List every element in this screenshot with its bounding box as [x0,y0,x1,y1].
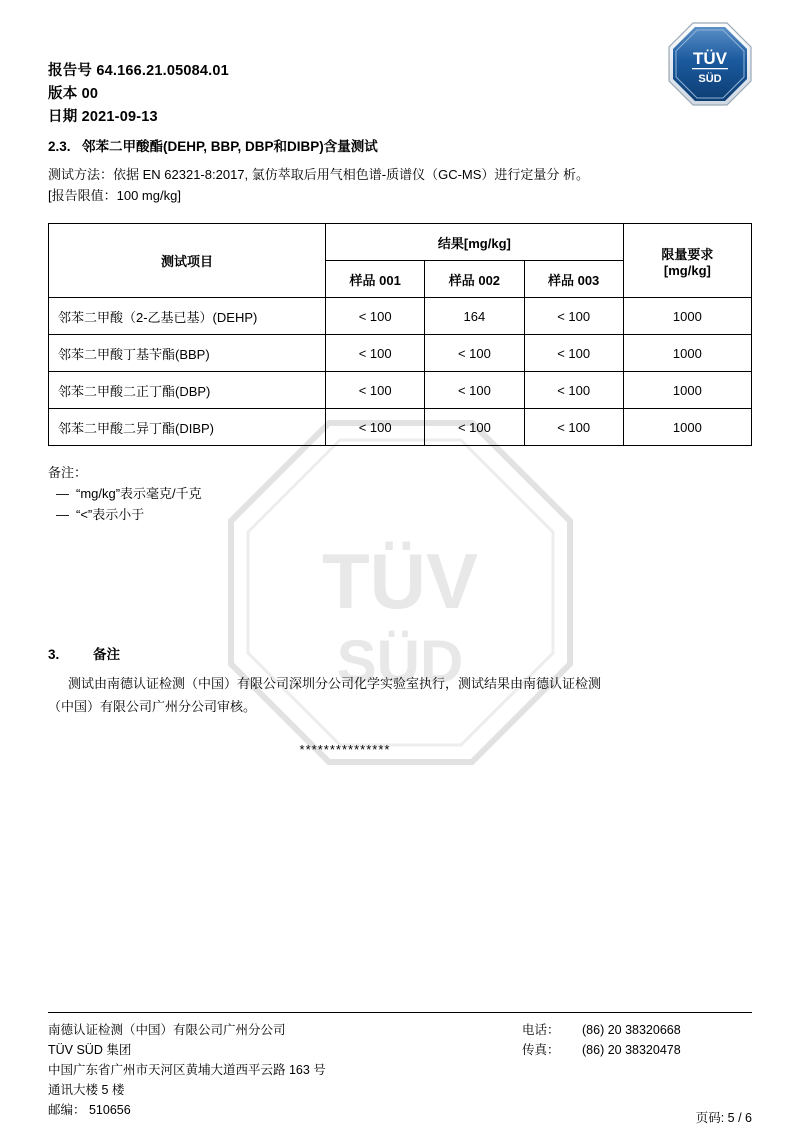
note-text: “mg/kg”表示毫克/千克 [76,486,202,501]
document-header [48,60,229,129]
cell-test-item: 邻苯二甲酸（2-乙基已基）(DEHP) [49,298,326,335]
remarks-line-2: （中国）有限公司广州分公司审核。 [48,699,257,714]
results-table [48,223,752,446]
footer-address-line: 邮编： 510656 [48,1103,131,1117]
header-results-group: 结果[mg/kg] [326,224,624,261]
end-of-report-marker: *************** [299,742,391,757]
footer-fax [522,1040,752,1060]
table-row [49,409,752,446]
footer-fax-value: (86) 20 38320478 [582,1043,681,1057]
cell-sample-002: < 100 [425,409,524,446]
header-sample-002: 样品 002 [425,261,524,298]
footer-phone-label: 电话： [522,1023,560,1037]
cell-limit: 1000 [623,298,751,335]
footer-phone-value: (86) 20 38320668 [582,1023,681,1037]
header-limit [623,224,751,298]
svg-text:SÜD: SÜD [336,628,464,695]
section-heading [48,135,752,155]
footer-contacts [522,1020,752,1060]
footer-address-line: 通讯大楼 5 楼 [48,1083,125,1097]
note-dash: — [56,486,69,501]
footer-fax-label: 传真： [522,1043,560,1057]
remarks-section [48,643,752,757]
page-number: 页码: 5 / 6 [695,1111,752,1125]
remarks-heading [48,643,752,663]
footer-divider [48,1012,752,1013]
remarks-line-1: 测试由南德认证检测（中国）有限公司深圳分公司化学实验室执行，测试结果由南德认证检测 [68,676,602,691]
cell-sample-002: < 100 [425,335,524,372]
svg-text:TÜV: TÜV [693,49,727,68]
remarks-title: 备注 [93,647,120,662]
cell-test-item: 邻苯二甲酸丁基苄酯(BBP) [49,335,326,372]
section-number: 2.3. [48,139,71,154]
cell-sample-001: < 100 [326,335,425,372]
svg-text:SÜD: SÜD [698,73,722,85]
section-title: 邻苯二甲酸酯(DEHP, BBP, DBP和DIBP)含量测试 [82,139,378,154]
table-header-row-1 [49,224,752,261]
cell-sample-001: < 100 [326,298,425,335]
report-version: 版本 00 [48,86,99,102]
header-sample-001: 样品 001 [326,261,425,298]
report-date: 日期 2021-09-13 [48,109,158,125]
table-notes [48,462,752,525]
cell-limit: 1000 [623,372,751,409]
test-method-line-1: 测试方法：依据 EN 62321-8:2017, 氯仿萃取后用气相色谱-质谱仪（GC-MS）进行定量分 析。 [48,167,590,182]
footer-address [48,1020,508,1120]
header-limit-line2: [mg/kg] [663,262,711,278]
cell-sample-003: < 100 [524,298,623,335]
table-row [49,335,752,372]
note-text: “<”表示小于 [76,507,145,522]
cell-test-item: 邻苯二甲酸二异丁酯(DIBP) [49,409,326,446]
footer-phone [522,1020,752,1040]
cell-sample-002: < 100 [425,372,524,409]
cell-sample-003: < 100 [524,372,623,409]
cell-limit: 1000 [623,335,751,372]
header-test-item: 测试项目 [49,224,326,298]
footer-address-line: TÜV SÜD 集团 [48,1043,132,1057]
footer-address-line: 南德认证检测（中国）有限公司广州分公司 [48,1023,286,1037]
remarks-body [48,672,752,718]
note-item [48,504,752,525]
header-sample-003: 样品 003 [524,261,623,298]
test-method-line-2: [报告限值：100 mg/kg] [48,188,181,203]
notes-label: 备注： [48,465,88,480]
svg-text:TÜV: TÜV [322,537,478,625]
table-row [49,372,752,409]
cell-sample-003: < 100 [524,409,623,446]
report-number: 报告号 64.166.21.05084.01 [48,63,229,79]
cell-sample-003: < 100 [524,335,623,372]
table-row [49,298,752,335]
document-footer [48,1020,752,1120]
header-limit-line1: 限量要求 [661,246,714,262]
tuv-sud-logo [668,22,752,106]
cell-limit: 1000 [623,409,751,446]
footer-address-line: 中国广东省广州市天河区黄埔大道西平云路 163 号 [48,1063,326,1077]
remarks-number: 3. [48,647,60,662]
document-content [48,135,752,757]
note-dash: — [56,507,69,522]
cell-sample-001: < 100 [326,372,425,409]
cell-sample-002: 164 [425,298,524,335]
cell-sample-001: < 100 [326,409,425,446]
cell-test-item: 邻苯二甲酸二正丁酯(DBP) [49,372,326,409]
note-item [48,483,752,504]
